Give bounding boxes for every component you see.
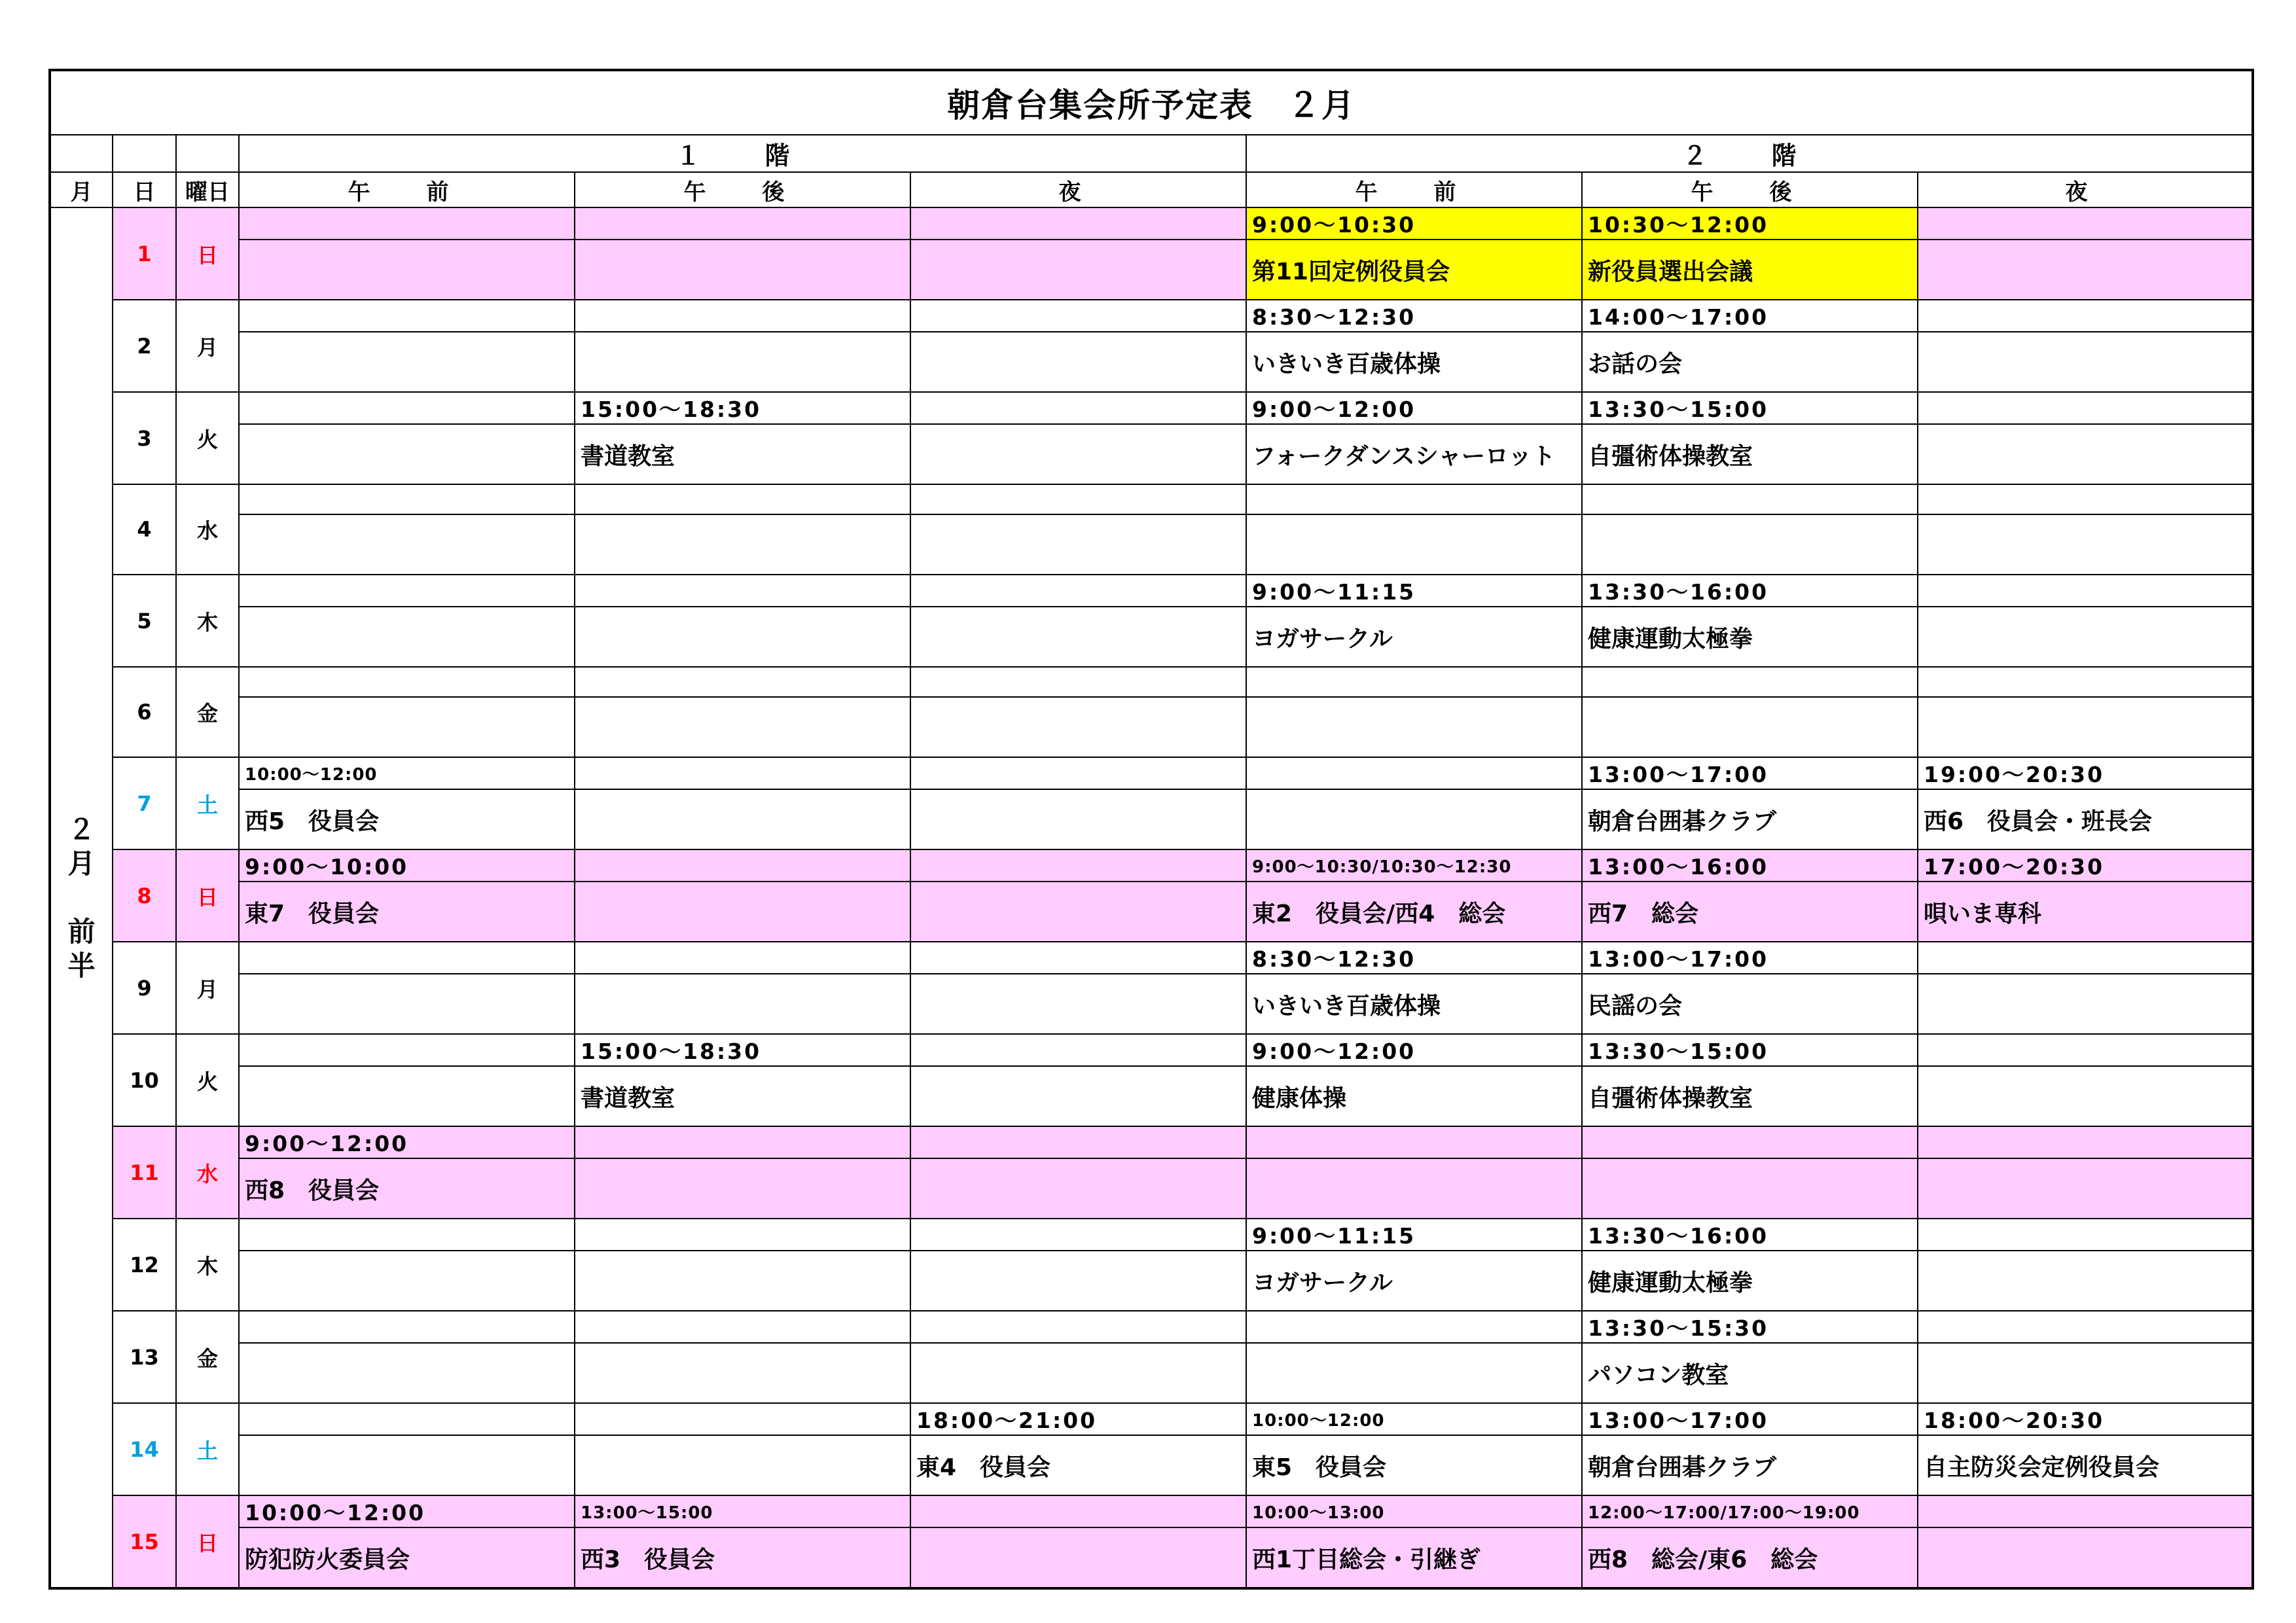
day-number: 14: [113, 1403, 176, 1495]
f1-pm-time: [575, 1126, 910, 1158]
f2-night-time: [1918, 484, 2253, 514]
day-row-time: [50, 575, 2253, 607]
day-row-event: [50, 1343, 2253, 1403]
f1-am-header: 午 前: [239, 172, 575, 207]
day-row-time: [50, 1495, 2253, 1527]
f1-night-event: [910, 789, 1246, 849]
f1-night-time: [910, 849, 1246, 882]
f2-am-event: いきいき百歳体操: [1246, 332, 1582, 392]
f1-am-event: [239, 1435, 575, 1495]
day-row-time: [50, 1034, 2253, 1066]
f1-night-time: [910, 1495, 1246, 1527]
f2-am-time: 9:00～12:00: [1246, 392, 1582, 424]
floor-2-header: ２ 階: [1246, 135, 2253, 172]
day-row-event: [50, 697, 2253, 757]
f2-night-time: [1918, 942, 2253, 974]
f1-am-time: [239, 207, 575, 240]
f2-am-event: [1246, 697, 1582, 757]
f2-pm-event: [1582, 697, 1918, 757]
f2-night-event: 唄いま専科: [1918, 882, 2253, 942]
f1-pm-time: [575, 667, 910, 697]
day-row-event: [50, 1066, 2253, 1126]
f1-night-time: [910, 942, 1246, 974]
day-number: 9: [113, 942, 176, 1034]
f1-night-event: [910, 607, 1246, 667]
f1-pm-time: 13:00～15:00: [575, 1495, 910, 1527]
f2-am-time: 10:00～13:00: [1246, 1495, 1582, 1527]
f2-am-time: [1246, 757, 1582, 789]
f1-pm-event: 書道教室: [575, 424, 910, 484]
f2-pm-time: 13:30～15:00: [1582, 1034, 1918, 1066]
day-column-header: 日: [113, 172, 176, 207]
f2-pm-time: [1582, 1126, 1918, 1158]
f2-pm-event: 健康運動太極拳: [1582, 607, 1918, 667]
floor-header-blank: [113, 135, 176, 172]
day-row-event: [50, 607, 2253, 667]
f2-night-time: [1918, 207, 2253, 240]
f2-pm-event: パソコン教室: [1582, 1343, 1918, 1403]
f2-night-event: [1918, 1158, 2253, 1219]
day-row-event: [50, 332, 2253, 392]
f1-pm-event: [575, 332, 910, 392]
f1-am-event: [239, 424, 575, 484]
f1-am-event: [239, 607, 575, 667]
day-row-event: [50, 1527, 2253, 1588]
f1-am-time: [239, 1311, 575, 1343]
f1-pm-header: 午 後: [575, 172, 910, 207]
f1-pm-event: [575, 789, 910, 849]
day-of-week: 月: [176, 300, 239, 392]
f2-am-header: 午 前: [1246, 172, 1582, 207]
day-number: 1: [113, 207, 176, 300]
f1-am-event: [239, 332, 575, 392]
floor-1-header: １ 階: [239, 135, 1246, 172]
day-row-time: [50, 300, 2253, 332]
day-number: 12: [113, 1219, 176, 1311]
day-row-event: [50, 789, 2253, 849]
f1-pm-event: [575, 1158, 910, 1219]
f1-night-time: [910, 484, 1246, 514]
f2-pm-event: 西8 総会/東6 総会: [1582, 1527, 1918, 1588]
f2-night-event: [1918, 1251, 2253, 1311]
f2-pm-event: [1582, 1158, 1918, 1219]
f1-night-event: 東4 役員会: [910, 1435, 1246, 1495]
f2-am-event: フォークダンスシャーロット: [1246, 424, 1582, 484]
f2-night-event: [1918, 1527, 2253, 1588]
f1-night-event: [910, 514, 1246, 575]
f2-pm-event: 西7 総会: [1582, 882, 1918, 942]
day-row-event: [50, 1158, 2253, 1219]
f1-pm-time: 15:00～18:30: [575, 392, 910, 424]
day-of-week: 水: [176, 484, 239, 575]
f2-pm-time: 13:30～16:00: [1582, 575, 1918, 607]
f1-am-time: [239, 300, 575, 332]
f1-am-time: [239, 575, 575, 607]
f2-am-event: 東2 役員会/西4 総会: [1246, 882, 1582, 942]
day-row-event: [50, 240, 2253, 300]
f1-night-event: [910, 1158, 1246, 1219]
f2-pm-event: 朝倉台囲碁クラブ: [1582, 789, 1918, 849]
f1-am-event: [239, 240, 575, 300]
f2-night-time: [1918, 1311, 2253, 1343]
f2-am-event: [1246, 789, 1582, 849]
f1-am-time: 10:00～12:00: [239, 1495, 575, 1527]
f1-night-event: [910, 1066, 1246, 1126]
f1-night-time: [910, 207, 1246, 240]
f1-am-event: [239, 514, 575, 575]
f2-night-time: 18:00～20:30: [1918, 1403, 2253, 1435]
f2-pm-event: お話の会: [1582, 332, 1918, 392]
f1-night-event: [910, 1251, 1246, 1311]
f2-am-event: 第11回定例役員会: [1246, 240, 1582, 300]
f2-pm-time: 14:00～17:00: [1582, 300, 1918, 332]
day-row-time: [50, 392, 2253, 424]
f2-night-time: [1918, 300, 2253, 332]
day-of-week: 月: [176, 942, 239, 1034]
month-half-label: ２ 月 前 半: [50, 207, 113, 1588]
f1-night-event: [910, 882, 1246, 942]
f1-night-event: [910, 974, 1246, 1034]
month-column-header: 月: [50, 172, 113, 207]
f1-night-time: 18:00～21:00: [910, 1403, 1246, 1435]
f2-pm-event: 民謡の会: [1582, 974, 1918, 1034]
f2-am-time: [1246, 1126, 1582, 1158]
f2-night-event: 西6 役員会・班長会: [1918, 789, 2253, 849]
f2-pm-time: 10:30～12:00: [1582, 207, 1918, 240]
f2-am-time: 10:00～12:00: [1246, 1403, 1582, 1435]
f1-night-header: 夜: [910, 172, 1246, 207]
f2-pm-header: 午 後: [1582, 172, 1918, 207]
f2-am-time: 9:00～12:00: [1246, 1034, 1582, 1066]
day-row-time: [50, 757, 2253, 789]
f1-pm-time: [575, 300, 910, 332]
f1-am-event: [239, 1066, 575, 1126]
f1-am-event: [239, 974, 575, 1034]
f1-night-time: [910, 575, 1246, 607]
f1-pm-time: [575, 757, 910, 789]
f1-pm-event: [575, 514, 910, 575]
f2-night-event: [1918, 697, 2253, 757]
f1-night-event: [910, 424, 1246, 484]
f1-am-time: [239, 667, 575, 697]
day-number: 15: [113, 1495, 176, 1588]
f1-pm-event: [575, 697, 910, 757]
f1-pm-time: [575, 942, 910, 974]
f1-pm-event: [575, 607, 910, 667]
day-row-event: [50, 1435, 2253, 1495]
schedule-table: [48, 69, 2254, 1590]
f2-pm-event: 新役員選出会議: [1582, 240, 1918, 300]
f2-pm-event: 朝倉台囲碁クラブ: [1582, 1435, 1918, 1495]
f1-am-event: [239, 1251, 575, 1311]
f1-am-time: 10:00～12:00: [239, 757, 575, 789]
day-row-time: [50, 1403, 2253, 1435]
f1-am-event: 西5 役員会: [239, 789, 575, 849]
f1-am-time: [239, 392, 575, 424]
f2-night-time: [1918, 1034, 2253, 1066]
f1-pm-time: 15:00～18:30: [575, 1034, 910, 1066]
f1-pm-time: [575, 1219, 910, 1251]
f2-night-header: 夜: [1918, 172, 2253, 207]
f1-night-event: [910, 1527, 1246, 1588]
f2-pm-time: 13:00～16:00: [1582, 849, 1918, 882]
day-number: 11: [113, 1126, 176, 1219]
day-number: 8: [113, 849, 176, 942]
day-of-week: 火: [176, 392, 239, 484]
f1-night-time: [910, 392, 1246, 424]
f2-pm-time: 13:00～17:00: [1582, 942, 1918, 974]
dow-column-header: 曜日: [176, 172, 239, 207]
f2-night-event: [1918, 240, 2253, 300]
day-number: 7: [113, 757, 176, 849]
day-number: 3: [113, 392, 176, 484]
day-row-time: [50, 1311, 2253, 1343]
f1-pm-event: 書道教室: [575, 1066, 910, 1126]
f1-night-time: [910, 1126, 1246, 1158]
f2-am-time: [1246, 1311, 1582, 1343]
f2-night-time: 19:00～20:30: [1918, 757, 2253, 789]
f1-night-time: [910, 1311, 1246, 1343]
f1-pm-time: [575, 207, 910, 240]
day-of-week: 木: [176, 1219, 239, 1311]
f1-pm-time: [575, 484, 910, 514]
day-of-week: 日: [176, 1495, 239, 1588]
f2-night-event: 自主防災会定例役員会: [1918, 1435, 2253, 1495]
f1-pm-event: 西3 役員会: [575, 1527, 910, 1588]
f1-pm-event: [575, 1251, 910, 1311]
day-of-week: 土: [176, 757, 239, 849]
f1-night-time: [910, 300, 1246, 332]
f2-am-event: 健康体操: [1246, 1066, 1582, 1126]
f1-am-time: [239, 1403, 575, 1435]
f1-night-time: [910, 1034, 1246, 1066]
f2-pm-event: 健康運動太極拳: [1582, 1251, 1918, 1311]
day-number: 10: [113, 1034, 176, 1126]
f2-pm-time: 13:30～16:00: [1582, 1219, 1918, 1251]
f2-pm-time: 13:00～17:00: [1582, 1403, 1918, 1435]
f2-night-event: [1918, 607, 2253, 667]
day-of-week: 水: [176, 1126, 239, 1219]
f2-am-time: 8:30～12:30: [1246, 942, 1582, 974]
floor-header-blank: [176, 135, 239, 172]
day-row-event: [50, 974, 2253, 1034]
f2-pm-event: 自彊術体操教室: [1582, 424, 1918, 484]
f2-am-event: [1246, 1158, 1582, 1219]
day-row-time: [50, 1126, 2253, 1158]
f1-pm-time: [575, 849, 910, 882]
page-title: 朝倉台集会所予定表 ２月: [50, 70, 2253, 135]
f2-pm-time: 13:00～17:00: [1582, 757, 1918, 789]
day-number: 4: [113, 484, 176, 575]
day-row-time: [50, 667, 2253, 697]
f2-am-event: ヨガサークル: [1246, 607, 1582, 667]
f1-pm-time: [575, 1403, 910, 1435]
f1-pm-event: [575, 240, 910, 300]
f1-am-event: [239, 1343, 575, 1403]
f2-am-event: ヨガサークル: [1246, 1251, 1582, 1311]
f1-am-event: 西8 役員会: [239, 1158, 575, 1219]
day-row-event: [50, 1251, 2253, 1311]
f2-pm-time: [1582, 484, 1918, 514]
f1-night-event: [910, 332, 1246, 392]
f1-pm-time: [575, 1311, 910, 1343]
f2-night-event: [1918, 1343, 2253, 1403]
day-row-event: [50, 424, 2253, 484]
f2-night-time: [1918, 1126, 2253, 1158]
f1-night-event: [910, 1343, 1246, 1403]
f2-am-time: 8:30～12:30: [1246, 300, 1582, 332]
day-of-week: 日: [176, 207, 239, 300]
day-row-time: [50, 484, 2253, 514]
f2-night-time: [1918, 1219, 2253, 1251]
f1-am-event: 東7 役員会: [239, 882, 575, 942]
f1-pm-event: [575, 974, 910, 1034]
f2-night-event: [1918, 332, 2253, 392]
f2-am-event: 東5 役員会: [1246, 1435, 1582, 1495]
f1-am-event: [239, 697, 575, 757]
day-row-time: [50, 849, 2253, 882]
f1-night-time: [910, 757, 1246, 789]
day-row-event: [50, 514, 2253, 575]
f1-night-time: [910, 1219, 1246, 1251]
f2-night-time: [1918, 392, 2253, 424]
day-row-time: [50, 1219, 2253, 1251]
f1-am-time: 9:00～10:00: [239, 849, 575, 882]
f1-night-time: [910, 667, 1246, 697]
day-of-week: 金: [176, 667, 239, 757]
f2-night-event: [1918, 424, 2253, 484]
f1-am-event: 防犯防火委員会: [239, 1527, 575, 1588]
f2-night-time: [1918, 575, 2253, 607]
f2-night-time: 17:00～20:30: [1918, 849, 2253, 882]
day-row-time: [50, 942, 2253, 974]
f2-am-event: 西1丁目総会・引継ぎ: [1246, 1527, 1582, 1588]
day-number: 6: [113, 667, 176, 757]
f2-night-time: [1918, 667, 2253, 697]
day-of-week: 火: [176, 1034, 239, 1126]
f2-night-event: [1918, 514, 2253, 575]
f2-pm-time: [1582, 667, 1918, 697]
f1-am-time: [239, 942, 575, 974]
day-number: 2: [113, 300, 176, 392]
f1-am-time: 9:00～12:00: [239, 1126, 575, 1158]
day-row-event: [50, 882, 2253, 942]
f2-pm-time: 13:30～15:30: [1582, 1311, 1918, 1343]
f2-night-time: [1918, 1495, 2253, 1527]
f2-night-event: [1918, 1066, 2253, 1126]
f2-am-time: 9:00～10:30/10:30～12:30: [1246, 849, 1582, 882]
f2-am-event: いきいき百歳体操: [1246, 974, 1582, 1034]
day-of-week: 日: [176, 849, 239, 942]
day-of-week: 木: [176, 575, 239, 667]
f1-pm-event: [575, 1343, 910, 1403]
f1-am-time: [239, 1034, 575, 1066]
day-number: 13: [113, 1311, 176, 1403]
day-of-week: 金: [176, 1311, 239, 1403]
f2-pm-time: 13:30～15:00: [1582, 392, 1918, 424]
f2-pm-time: 12:00～17:00/17:00～19:00: [1582, 1495, 1918, 1527]
f1-am-time: [239, 484, 575, 514]
f1-night-event: [910, 697, 1246, 757]
f2-am-time: 9:00～11:15: [1246, 575, 1582, 607]
f2-pm-event: 自彊術体操教室: [1582, 1066, 1918, 1126]
f2-am-event: [1246, 1343, 1582, 1403]
f2-am-time: 9:00～11:15: [1246, 1219, 1582, 1251]
f2-am-time: [1246, 484, 1582, 514]
f2-am-time: 9:00～10:30: [1246, 207, 1582, 240]
day-number: 5: [113, 575, 176, 667]
f2-pm-event: [1582, 514, 1918, 575]
floor-header-blank: [50, 135, 113, 172]
f2-am-event: [1246, 514, 1582, 575]
f1-pm-time: [575, 575, 910, 607]
f1-am-time: [239, 1219, 575, 1251]
f1-pm-event: [575, 1435, 910, 1495]
day-row-time: [50, 207, 2253, 240]
day-of-week: 土: [176, 1403, 239, 1495]
f2-night-event: [1918, 974, 2253, 1034]
f1-pm-event: [575, 882, 910, 942]
f1-night-event: [910, 240, 1246, 300]
f2-am-time: [1246, 667, 1582, 697]
